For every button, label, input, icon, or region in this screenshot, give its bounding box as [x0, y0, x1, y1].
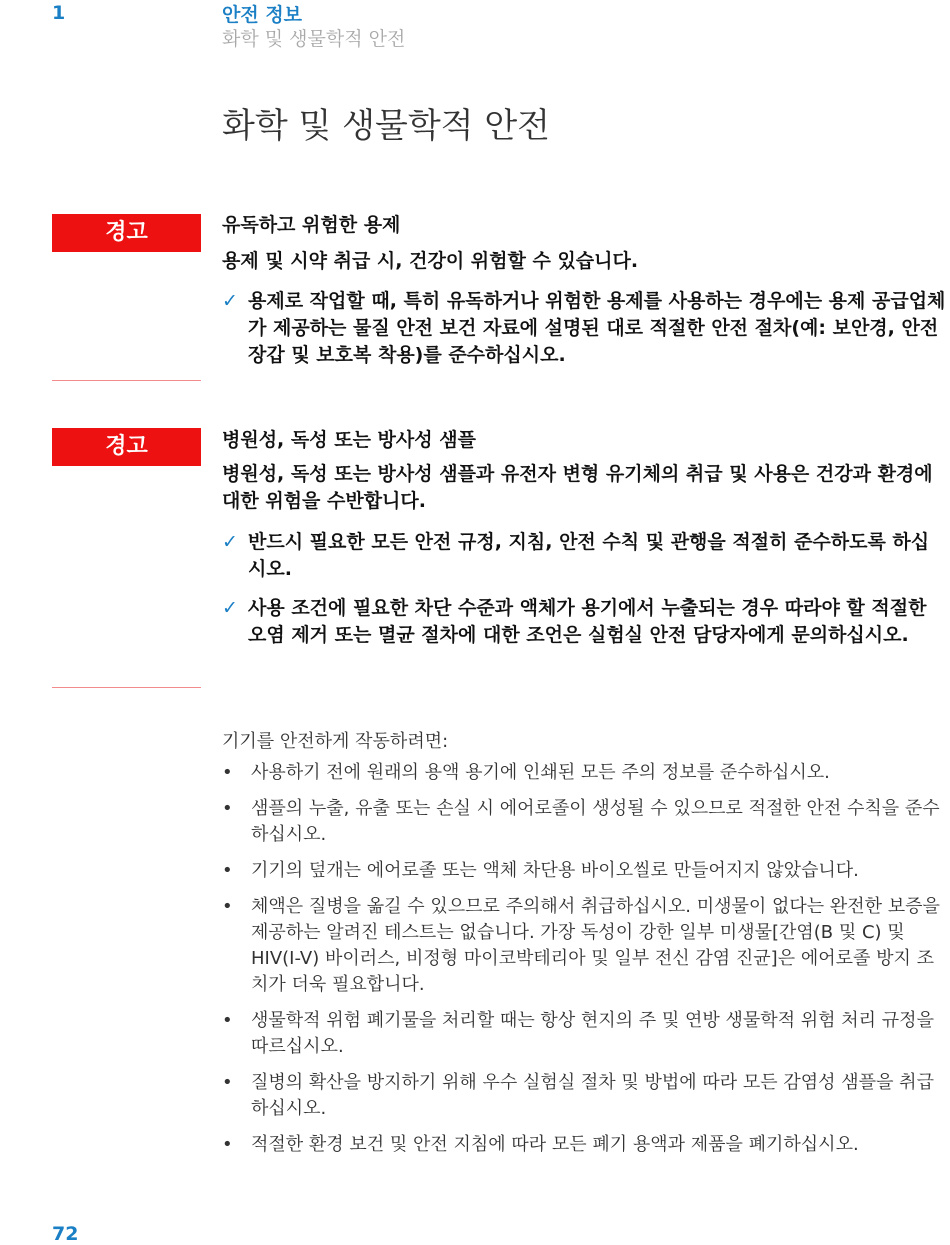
check-text: 사용 조건에 필요한 차단 수준과 액체가 용기에서 누출되는 경우 따라야 할 적절한 오염 제거 또는 멸균 절차에 대한 조언은 실험실 안전 담당자에게 문의하십시오. [248, 597, 927, 646]
section-subtitle: 화학 및 생물학적 안전 [222, 28, 406, 50]
chapter-title: 안전 정보 [222, 4, 303, 26]
bullet-icon: • [222, 860, 233, 881]
bullet-icon: • [222, 1072, 233, 1093]
list-item-text: 적절한 환경 보건 및 안전 지침에 따라 모든 폐기 용액과 제품을 폐기하십시오. [251, 1134, 859, 1155]
warning-divider-2 [52, 687, 201, 688]
bullet-icon: • [222, 1134, 233, 1155]
warning-text-2: 병원성, 독성 또는 방사성 샘플과 유전자 변형 유기체의 취급 및 사용은 건강과 환경에 대한 위험을 수반합니다. [222, 463, 933, 512]
check-icon: ✓ [222, 531, 238, 553]
check-icon: ✓ [222, 290, 238, 312]
list-item [222, 894, 948, 998]
list-item [222, 1132, 948, 1158]
list-item [222, 1070, 948, 1122]
warning-badge-1: 경고 [52, 214, 201, 252]
list-item-text: 질병의 확산을 방지하기 위해 우수 실험실 절차 및 방법에 따라 모든 감염성 샘플을 취급하십시오. [251, 1072, 934, 1119]
intro-text: 기기를 안전하게 작동하려면: [222, 731, 449, 752]
check-text: 용제로 작업할 때, 특히 유독하거나 위험한 용제를 사용하는 경우에는 용제 공급업체가 제공하는 물질 안전 보건 자료에 설명된 대로 적절한 안전 절차(예: 보안경, 안전 장갑 및 보호복 착용)를 준수하십시오. [248, 290, 946, 366]
warning-divider-1 [52, 380, 201, 381]
list-item [222, 760, 948, 786]
warning-check-2-1 [222, 529, 947, 583]
list-item-text: 체액은 질병을 옮길 수 있으므로 주의해서 취급하십시오. 미생물이 없다는 완전한 보증을 제공하는 알려진 테스트는 없습니다. 가장 독성이 강한 일부 미생물[간염(B 및 C) 및 HIV(I-V) 바이러스, 비정형 마이코박테리아 및 일부 전신 감염 진균]은 에어로졸 방지 조치가 더욱 필요합니다. [251, 896, 940, 995]
list-item-text: 사용하기 전에 원래의 용액 용기에 인쇄된 모든 주의 정보를 준수하십시오. [251, 762, 830, 783]
warning-title-2: 병원성, 독성 또는 방사성 샘플 [222, 429, 476, 451]
bullet-icon: • [222, 1010, 233, 1031]
bullet-list [222, 760, 948, 1168]
check-text: 반드시 필요한 모든 안전 규정, 지침, 안전 수칙 및 관행을 적절히 준수하도록 하십시오. [248, 531, 930, 580]
list-item [222, 858, 948, 884]
list-item-text: 기기의 덮개는 에어로졸 또는 액체 차단용 바이오씰로 만들어지지 않았습니다. [251, 860, 859, 881]
chapter-number: 1 [52, 2, 66, 24]
warning-check-2-2 [222, 595, 947, 649]
list-item [222, 796, 948, 848]
warning-text-1: 용제 및 시약 취급 시, 건강이 위험할 수 있습니다. [222, 250, 639, 272]
bullet-icon: • [222, 798, 233, 819]
list-item-text: 샘플의 누출, 유출 또는 손실 시 에어로졸이 생성될 수 있으므로 적절한 안전 수칙을 준수하십시오. [251, 798, 940, 845]
bullet-icon: • [222, 762, 233, 783]
list-item [222, 1008, 948, 1060]
page-number: 72 [52, 1223, 79, 1245]
page-title: 화학 및 생물학적 안전 [222, 106, 551, 146]
warning-title-1: 유독하고 위험한 용제 [222, 214, 401, 236]
warning-check-1-1 [222, 288, 947, 369]
check-icon: ✓ [222, 597, 238, 619]
bullet-icon: • [222, 896, 233, 917]
list-item-text: 생물학적 위험 폐기물을 처리할 때는 항상 현지의 주 및 연방 생물학적 위험 처리 규정을 따르십시오. [251, 1010, 934, 1057]
warning-badge-2: 경고 [52, 428, 201, 466]
